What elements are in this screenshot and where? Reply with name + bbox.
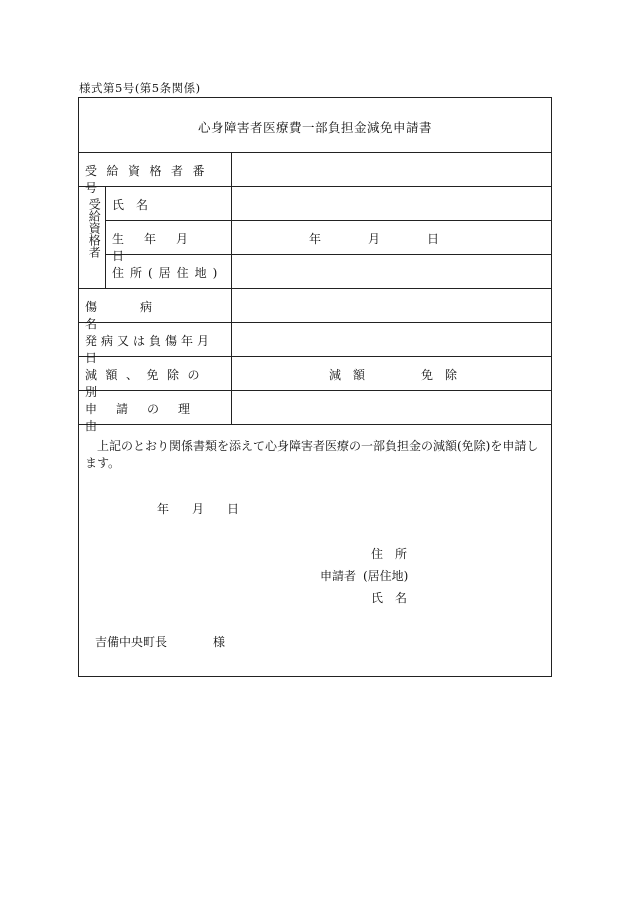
label-address <box>112 264 227 281</box>
label-onset <box>85 332 227 366</box>
label-text: 受給資格者番号 <box>85 164 215 195</box>
rule <box>79 288 551 289</box>
applicant-label: 申請者 <box>320 569 357 583</box>
column-divider <box>231 152 232 424</box>
year-mark: 年 <box>309 232 322 246</box>
form-reference: 様式第5号(第5条関係) <box>79 81 201 95</box>
label-reason <box>85 400 227 434</box>
application-form <box>78 97 552 677</box>
label-birth <box>112 230 227 264</box>
rule <box>79 152 551 153</box>
addressee-honorific: 様 <box>213 635 226 649</box>
label-text: 減額、免除の別 <box>85 368 209 399</box>
form-title: 心身障害者医療費一部負担金減免申請書 <box>197 120 432 135</box>
label-text: 申請の理由 <box>85 402 210 433</box>
label-text: 傷病名 <box>85 300 196 331</box>
label-qualifier-group <box>85 198 103 258</box>
option-reduce[interactable]: 減 額 <box>329 368 366 382</box>
applicant-name-label: 氏 名 <box>371 591 408 605</box>
application-statement: 上記のとおり関係書類を添えて心身障害者医療の一部負担金の減額(免除)を申請します。 <box>85 439 539 470</box>
group-divider <box>105 186 106 288</box>
label-cert-number <box>85 162 227 196</box>
label-text: 発病又は負傷年月日 <box>85 334 214 365</box>
applicant-residence-label: (居住地) <box>363 569 409 583</box>
day-mark: 日 <box>226 502 239 516</box>
label-disease <box>85 298 227 332</box>
label-text: 受給資格者 <box>87 198 102 258</box>
label-text: 氏 名 <box>112 198 149 212</box>
addressee-name: 吉備中央町長 <box>95 635 168 649</box>
application-date[interactable] <box>157 500 239 517</box>
label-text: 生年月日 <box>112 232 209 263</box>
month-mark: 月 <box>367 232 380 246</box>
option-exempt[interactable]: 免 除 <box>421 368 458 382</box>
label-text: 住所(居住地) <box>112 266 224 280</box>
month-mark: 月 <box>191 502 204 516</box>
label-type <box>85 366 227 400</box>
birth-date-blank[interactable] <box>309 230 439 247</box>
day-mark: 日 <box>426 232 439 246</box>
year-mark: 年 <box>157 502 170 516</box>
label-name <box>112 196 227 213</box>
applicant-address-label: 住 所 <box>371 547 408 561</box>
rule <box>105 220 551 221</box>
